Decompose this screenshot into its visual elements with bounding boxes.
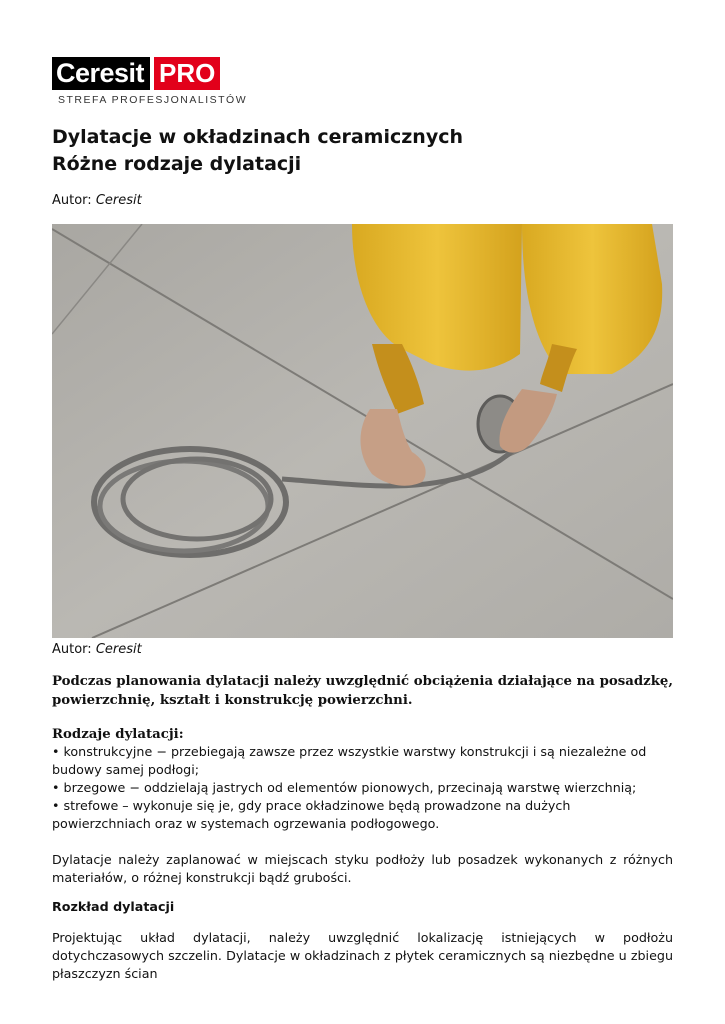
types-heading: Rodzaje dylatacji: bbox=[52, 727, 184, 742]
photo-caption bbox=[52, 641, 142, 659]
logo-pro-badge: PRO bbox=[154, 57, 220, 90]
paragraph: Dylatacje należy zaplanować w miejscach styku podłoży lub posadzek wykonanych z różnych materiałów, o różnej konstrukcji bądź grubości. bbox=[52, 852, 673, 885]
floor-joint-photo-icon bbox=[52, 224, 673, 638]
title-line-1: Dylatacje w okładzinach ceramicznych bbox=[52, 126, 463, 148]
author-line bbox=[52, 192, 142, 210]
list-item: • konstrukcyjne − przebiegają zawsze przez wszystkie warstwy konstrukcji i są niezależne od budowy samej podłogi; bbox=[52, 744, 647, 777]
caption-name: Ceresit bbox=[95, 642, 142, 657]
types-list bbox=[52, 743, 673, 833]
ceresit-pro-logo bbox=[52, 57, 248, 109]
section-heading: Rozkład dylatacji bbox=[52, 899, 175, 914]
list-item: • strefowe – wykonuje się je, gdy prace okładzinowe będą prowadzone na dużych powierzchniach oraz w systemach ogrzewania podłogowego. bbox=[52, 798, 571, 831]
lead-paragraph: Podczas planowania dylatacji należy uwzględnić obciążenia działające na posadzkę, powierzchnię, kształt i konstrukcję powierzchni. bbox=[52, 674, 673, 708]
caption-label: Autor: bbox=[52, 642, 92, 657]
author-label: Autor: bbox=[52, 193, 92, 208]
page-title bbox=[52, 124, 673, 178]
logo-tagline: STREFA PROFESJONALISTÓW bbox=[58, 94, 248, 106]
logo-brand: Ceresit bbox=[52, 57, 150, 90]
article-photo bbox=[52, 224, 673, 638]
list-item: • brzegowe − oddzielają jastrych od elementów pionowych, przecinają warstwę wierzchnią; bbox=[52, 780, 637, 795]
author-name: Ceresit bbox=[95, 193, 142, 208]
paragraph: Projektując układ dylatacji, należy uwzględnić lokalizację istniejących w podłożu dotychczasowych szczelin. Dylatacje w okładzinach z płytek ceramicznych są niezbędne u zbiegu płaszczyzn ścian bbox=[52, 930, 673, 981]
title-line-2: Różne rodzaje dylatacji bbox=[52, 153, 302, 175]
